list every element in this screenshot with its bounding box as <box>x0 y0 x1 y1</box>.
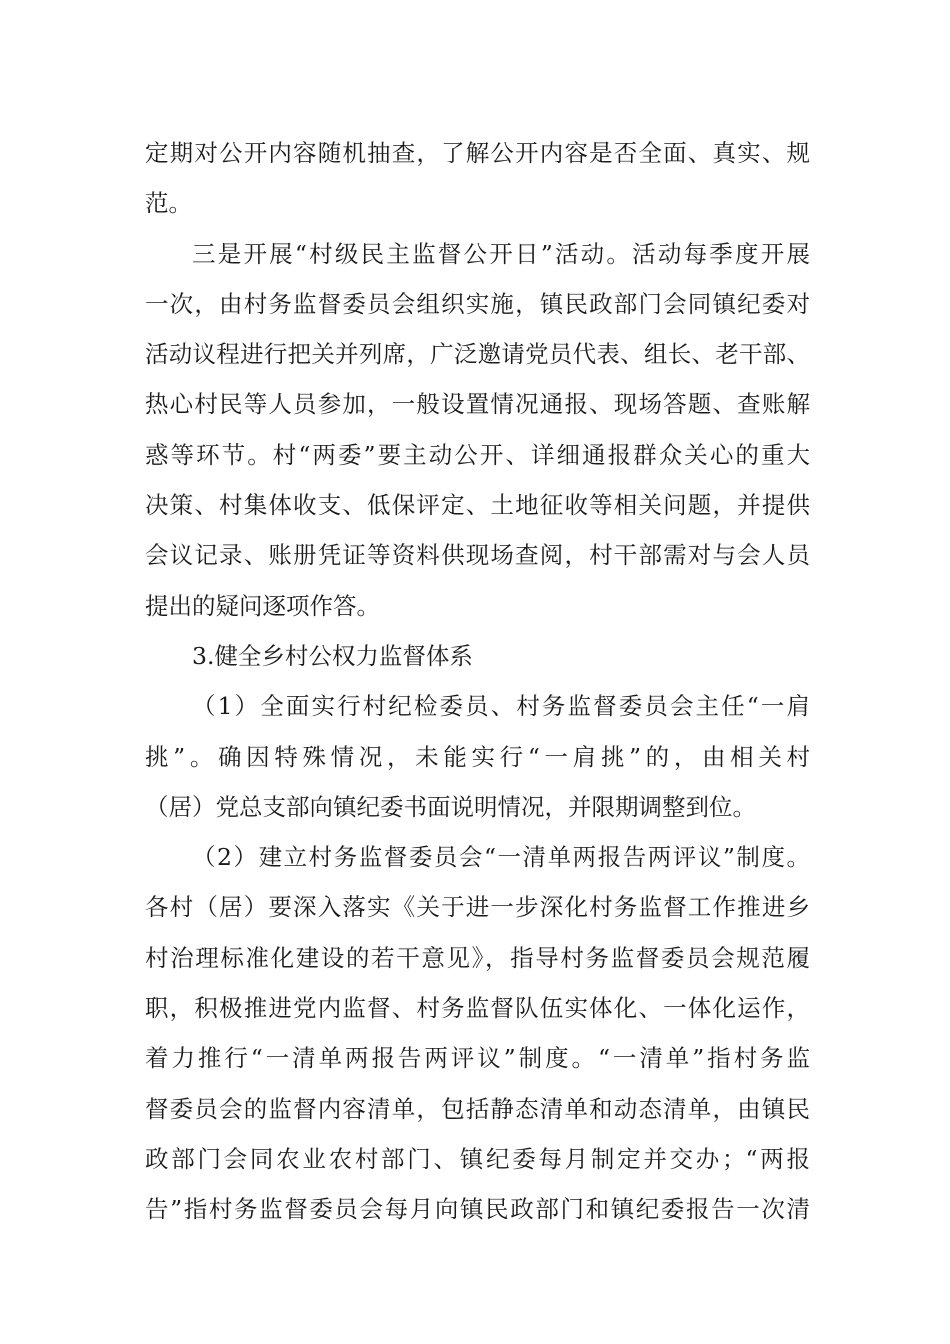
paragraph-start-line: 三是开展“村级民主监督公开日”活动。活动每季度开展 <box>192 239 810 268</box>
text-line: 定期对公开内容随机抽查，了解公开内容是否全面、真实、规 <box>145 139 810 167</box>
text-line: 告”指村务监督委员会每月向镇民政部门和镇纪委报告一次清 <box>145 1195 810 1224</box>
text-line: 活动议程进行把关并列席，广泛邀请党员代表、组长、老干部、 <box>145 340 810 369</box>
section-heading: 3.健全乡村公权力监督体系 <box>192 641 473 670</box>
text-line: 督委员会的监督内容清单，包括静态清单和动态清单，由镇民 <box>145 1094 810 1123</box>
text-line: 惑等环节。村“两委”要主动公开、详细通报群众关心的重大 <box>145 440 810 469</box>
text-line: 决策、村集体收支、低保评定、土地征收等相关问题，并提供 <box>145 491 810 520</box>
text-line: 会议记录、账册凭证等资料供现场查阅，村干部需对与会人员 <box>145 541 810 570</box>
body-text <box>145 128 810 1235</box>
text-line: 挑”。确因特殊情况，未能实行“一肩挑”的，由相关村 <box>145 742 810 771</box>
text-line: 政部门会同农业农村部门、镇纪委每月制定并交办；“两报 <box>145 1144 810 1173</box>
text-line: 提出的疑问逐项作答。 <box>145 591 380 620</box>
paragraph-start-line: （2）建立村务监督委员会“一清单两报告两评议”制度。 <box>192 843 810 872</box>
text-line: 一次，由村务监督委员会组织实施，镇民政部门会同镇纪委对 <box>145 289 810 318</box>
text-line: 职，积极推进党内监督、村务监督队伍实体化、一体化运作， <box>145 994 810 1023</box>
text-line: 各村（居）要深入落实《关于进一步深化村务监督工作推进乡 <box>145 893 810 922</box>
text-line: （居）党总支部向镇纪委书面说明情况，并限期调整到位。 <box>145 792 756 821</box>
text-line: 村治理标准化建设的若干意见》，指导村务监督委员会规范履 <box>145 943 810 972</box>
text-line: 着力推行“一清单两报告两评议”制度。“一清单”指村务监 <box>145 1044 810 1073</box>
paragraph-start-line: （1）全面实行村纪检委员、村务监督委员会主任“一肩 <box>192 692 810 721</box>
text-line: 热心村民等人员参加，一般设置情况通报、现场答题、查账解 <box>145 390 810 419</box>
text-line: 范。 <box>145 189 192 218</box>
